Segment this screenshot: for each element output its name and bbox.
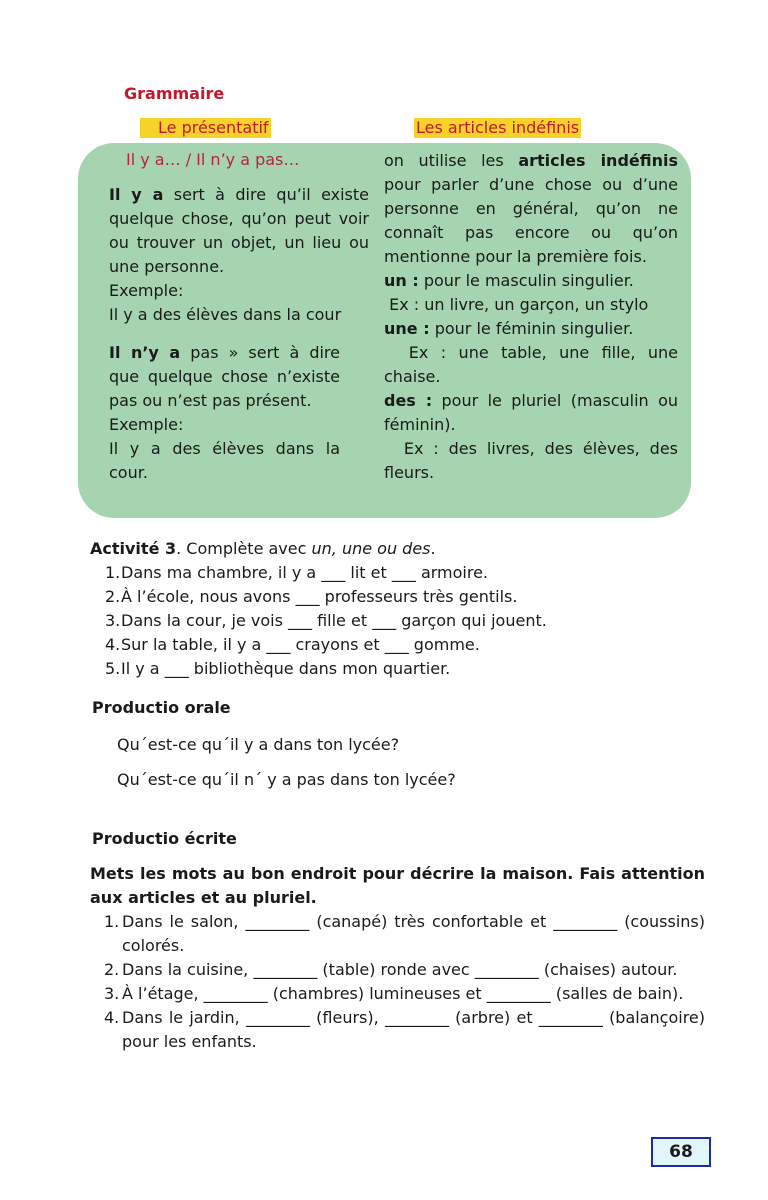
article-des: des : — [384, 391, 433, 410]
article-une-example: Ex : une table, une fille, une chaise. — [384, 343, 679, 386]
production-orale-title: Productio orale — [92, 698, 231, 717]
item-number: 1. — [105, 563, 121, 582]
article-des-example: Ex : des livres, des élèves, des fleurs. — [384, 439, 678, 482]
item-text: Dans ma chambre, il y a ___ lit et ___ armoire. — [121, 563, 489, 582]
activite-heading — [90, 537, 710, 561]
ecrite-exercise — [90, 862, 705, 1054]
section-title-grammaire: Grammaire — [124, 84, 225, 103]
item-text: Dans la cour, je vois ___ fille et ___ garçon qui jouent. — [121, 611, 547, 630]
intro-text-end: pour parler d’une chose ou d’une personne en général, qu’on ne connaît pas encore ou qu’on mentionne pour la première fois. — [384, 175, 678, 266]
tab-le-presentatif: Le présentatif — [140, 118, 271, 138]
il-y-a-text: sert à dire qu’il existe quelque chose, qu’on peut voir ou trouver un objet, un lieu ou une personne. — [109, 185, 369, 276]
list-item — [105, 561, 710, 585]
il-y-a-term: Il y a — [109, 185, 164, 204]
item-text: À l’école, nous avons ___ professeurs très gentils. — [121, 587, 518, 606]
il-n-y-a-text: pas » sert à dire que quelque chose n’existe pas ou n’est pas présent. — [109, 343, 340, 410]
il-n-y-a-term: Il n’y a — [109, 343, 181, 362]
page-number: 68 — [651, 1137, 711, 1167]
article-un-example: Ex : un livre, un garçon, un stylo — [389, 295, 649, 314]
item-text: Dans la cuisine, ________ (table) ronde avec ________ (chaises) autour. — [122, 960, 678, 979]
orale-question: Qu´est-ce qu´il n´ y a pas dans ton lycée? — [117, 770, 456, 789]
ecrite-list — [90, 910, 705, 1054]
activite-list — [90, 561, 710, 681]
intro-text: on utilise les — [384, 151, 519, 170]
activite-instruction-italic: un, une ou des — [311, 539, 431, 558]
item-number: 3. — [105, 611, 121, 630]
item-number: 2. — [104, 960, 120, 979]
example-label: Exemple: — [109, 281, 184, 300]
item-text: Dans le jardin, ________ (fleurs), ________ (arbre) et ________ (balançoire) pour les enfants. — [122, 1008, 705, 1051]
activite-instruction: . Complète avec — [176, 539, 312, 558]
production-ecrite-title: Productio écrite — [92, 829, 237, 848]
article-un: un : — [384, 271, 419, 290]
item-number: 5. — [105, 659, 121, 678]
activite-instruction-end: . — [430, 539, 436, 558]
article-des-text: pour le pluriel (masculin ou féminin). — [384, 391, 679, 434]
list-item — [105, 585, 710, 609]
example-label: Exemple: — [109, 415, 184, 434]
item-number: 3. — [104, 984, 120, 1003]
list-item — [104, 958, 705, 982]
list-item — [104, 910, 705, 958]
item-number: 2. — [105, 587, 121, 606]
item-text: Dans le salon, ________ (canapé) très confortable et ________ (coussins) colorés. — [122, 912, 705, 955]
item-number: 1. — [104, 912, 120, 931]
activite-label: Activité 3 — [90, 539, 177, 558]
list-item — [105, 633, 710, 657]
item-text: Il y a ___ bibliothèque dans mon quartier. — [121, 659, 451, 678]
list-item — [105, 657, 710, 681]
example-text: Il y a des élèves dans la cour. — [109, 439, 340, 482]
list-item — [104, 982, 705, 1006]
activite-3 — [90, 537, 710, 681]
item-number: 4. — [104, 1008, 120, 1027]
il-y-a-explanation — [109, 183, 369, 327]
article-une-text: pour le féminin singulier. — [429, 319, 634, 338]
il-n-y-a-explanation — [109, 341, 340, 485]
list-item — [105, 609, 710, 633]
intro-bold: articles indéfinis — [518, 151, 679, 170]
ecrite-instruction: Mets les mots au bon endroit pour décrire la maison. Fais attention aux articles et au pluriel. — [90, 864, 705, 907]
item-text: À l’étage, ________ (chambres) lumineuses et ________ (salles de bain). — [122, 984, 684, 1003]
orale-question: Qu´est-ce qu´il y a dans ton lycée? — [117, 735, 400, 754]
item-text: Sur la table, il y a ___ crayons et ___ gomme. — [121, 635, 480, 654]
example-text: Il y a des élèves dans la cour — [109, 305, 342, 324]
articles-indefinis-explanation — [384, 149, 678, 485]
tab-articles-indefinis: Les articles indéfinis — [416, 118, 580, 137]
list-item — [104, 1006, 705, 1054]
article-une: une : — [384, 319, 430, 338]
article-un-text: pour le masculin singulier. — [418, 271, 634, 290]
presentatif-subtitle: Il y a… / Il n’y a pas… — [126, 150, 300, 169]
item-number: 4. — [105, 635, 121, 654]
